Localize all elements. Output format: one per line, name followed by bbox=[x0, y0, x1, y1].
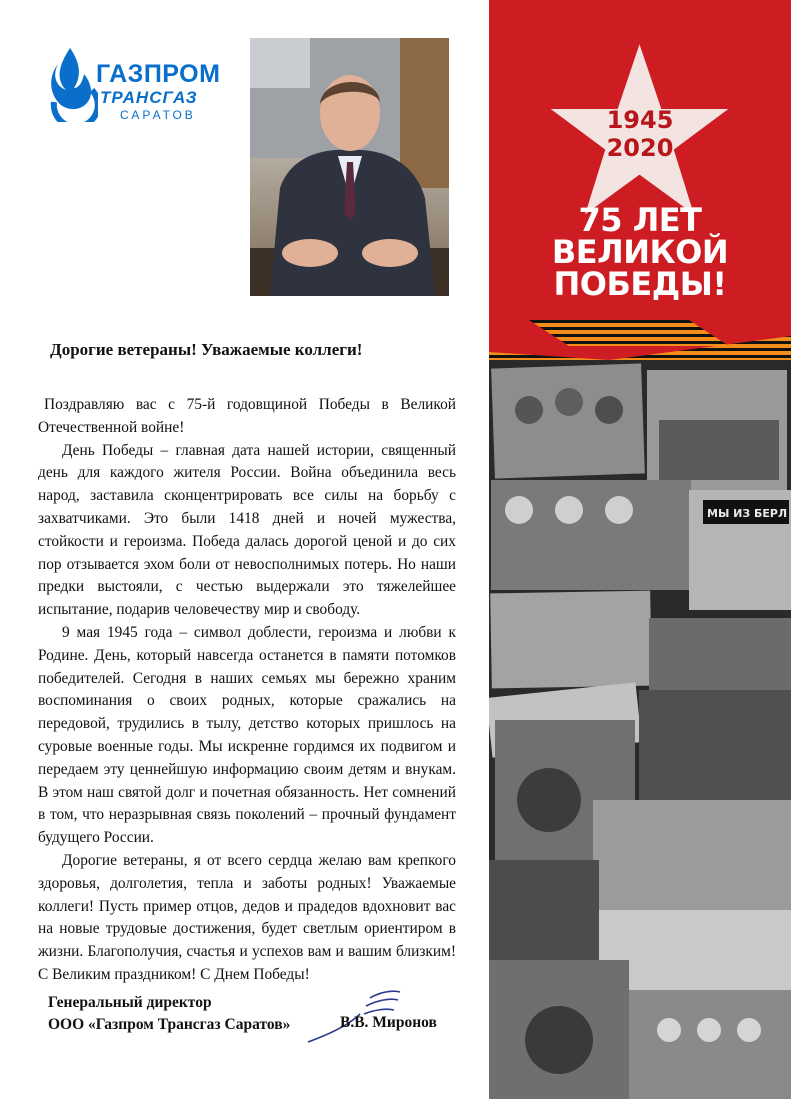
letter-paragraph: Поздравляю вас с 75-й годовщиной Победы в Великой Отечественной войне! bbox=[38, 396, 456, 436]
logo-line-3: САРАТОВ bbox=[120, 108, 196, 122]
flame-icon bbox=[48, 46, 98, 122]
banner-title-line: 75 ЛЕТ bbox=[578, 201, 702, 239]
company-logo bbox=[48, 46, 221, 126]
letter-body bbox=[38, 394, 456, 987]
greeting-heading: Дорогие ветераны! Уважаемые коллеги! bbox=[50, 340, 363, 359]
letter-paragraph: Дорогие ветераны, я от всего сердца желаю вам крепкого здоровья, долголетия, тепла и заботы родных! Уважаемые коллеги! Пусть пример отцов, дедов и прадедов вдохновит вас на новые трудовые достижения, будет светлым ориентиром в жизни. Благополучия, счастья и успехов вам и вашим близким! С Великим праздником! С Днем Победы! bbox=[38, 851, 456, 983]
banner-title-line: ВЕЛИКОЙ bbox=[551, 233, 729, 271]
signature-block bbox=[48, 992, 290, 1036]
letter-paragraph: 9 мая 1945 года – символ доблести, героизма и любви к Родине. День, который навсегда останется в памяти потомков победителей. Сегодня в наших семьях мы бережно храним воспоминания о своих родных, которые сражались на передовой, трудились в тылу, детство которых пришлось на суровые военные годы. Мы искренне гордимся их подвигом и передаем эту ценнейшую информацию своим детям и внукам. В этом наш святой долг и почетная обязанность. Нет сомнений в том, что неразрывная связь поколений – прочный фундамент будущего России. bbox=[38, 623, 456, 847]
victory-banner bbox=[489, 0, 791, 1099]
banner-title-line: ПОБЕДЫ! bbox=[553, 265, 727, 303]
logo-line-2: ТРАНСГАЗ bbox=[100, 88, 198, 107]
year-end: 2020 bbox=[606, 134, 674, 162]
director-photo bbox=[250, 38, 449, 296]
collage-sign: МЫ ИЗ БЕРЛ bbox=[707, 507, 788, 520]
banner-title bbox=[489, 201, 791, 303]
signature-title: Генеральный директор bbox=[48, 994, 212, 1011]
signature-company: ООО «Газпром Трансгаз Саратов» bbox=[48, 1016, 291, 1033]
year-start: 1945 bbox=[606, 106, 674, 134]
signature-name: В.В. Миронов bbox=[340, 1014, 437, 1031]
anniversary-years bbox=[489, 106, 791, 162]
letter-paragraph: День Победы – главная дата нашей истории, священный день для каждого жителя России. Война объединила весь народ, заставила сконцентрировать все силы на борьбу с захватчиками. Это были 1418 дней и ночей мужества, стойкости и героизма. Победа далась дорогой ценой и до сих пор отзывается эхом боли от невосполнимых потерь. Но наши предки выстояли, с честью выдержали это тяжелейшее испытание, подарив человечеству мир и свободу. bbox=[38, 441, 456, 619]
historical-photo-collage bbox=[489, 360, 791, 1099]
logo-line-1: ГАЗПРОМ bbox=[96, 60, 221, 88]
